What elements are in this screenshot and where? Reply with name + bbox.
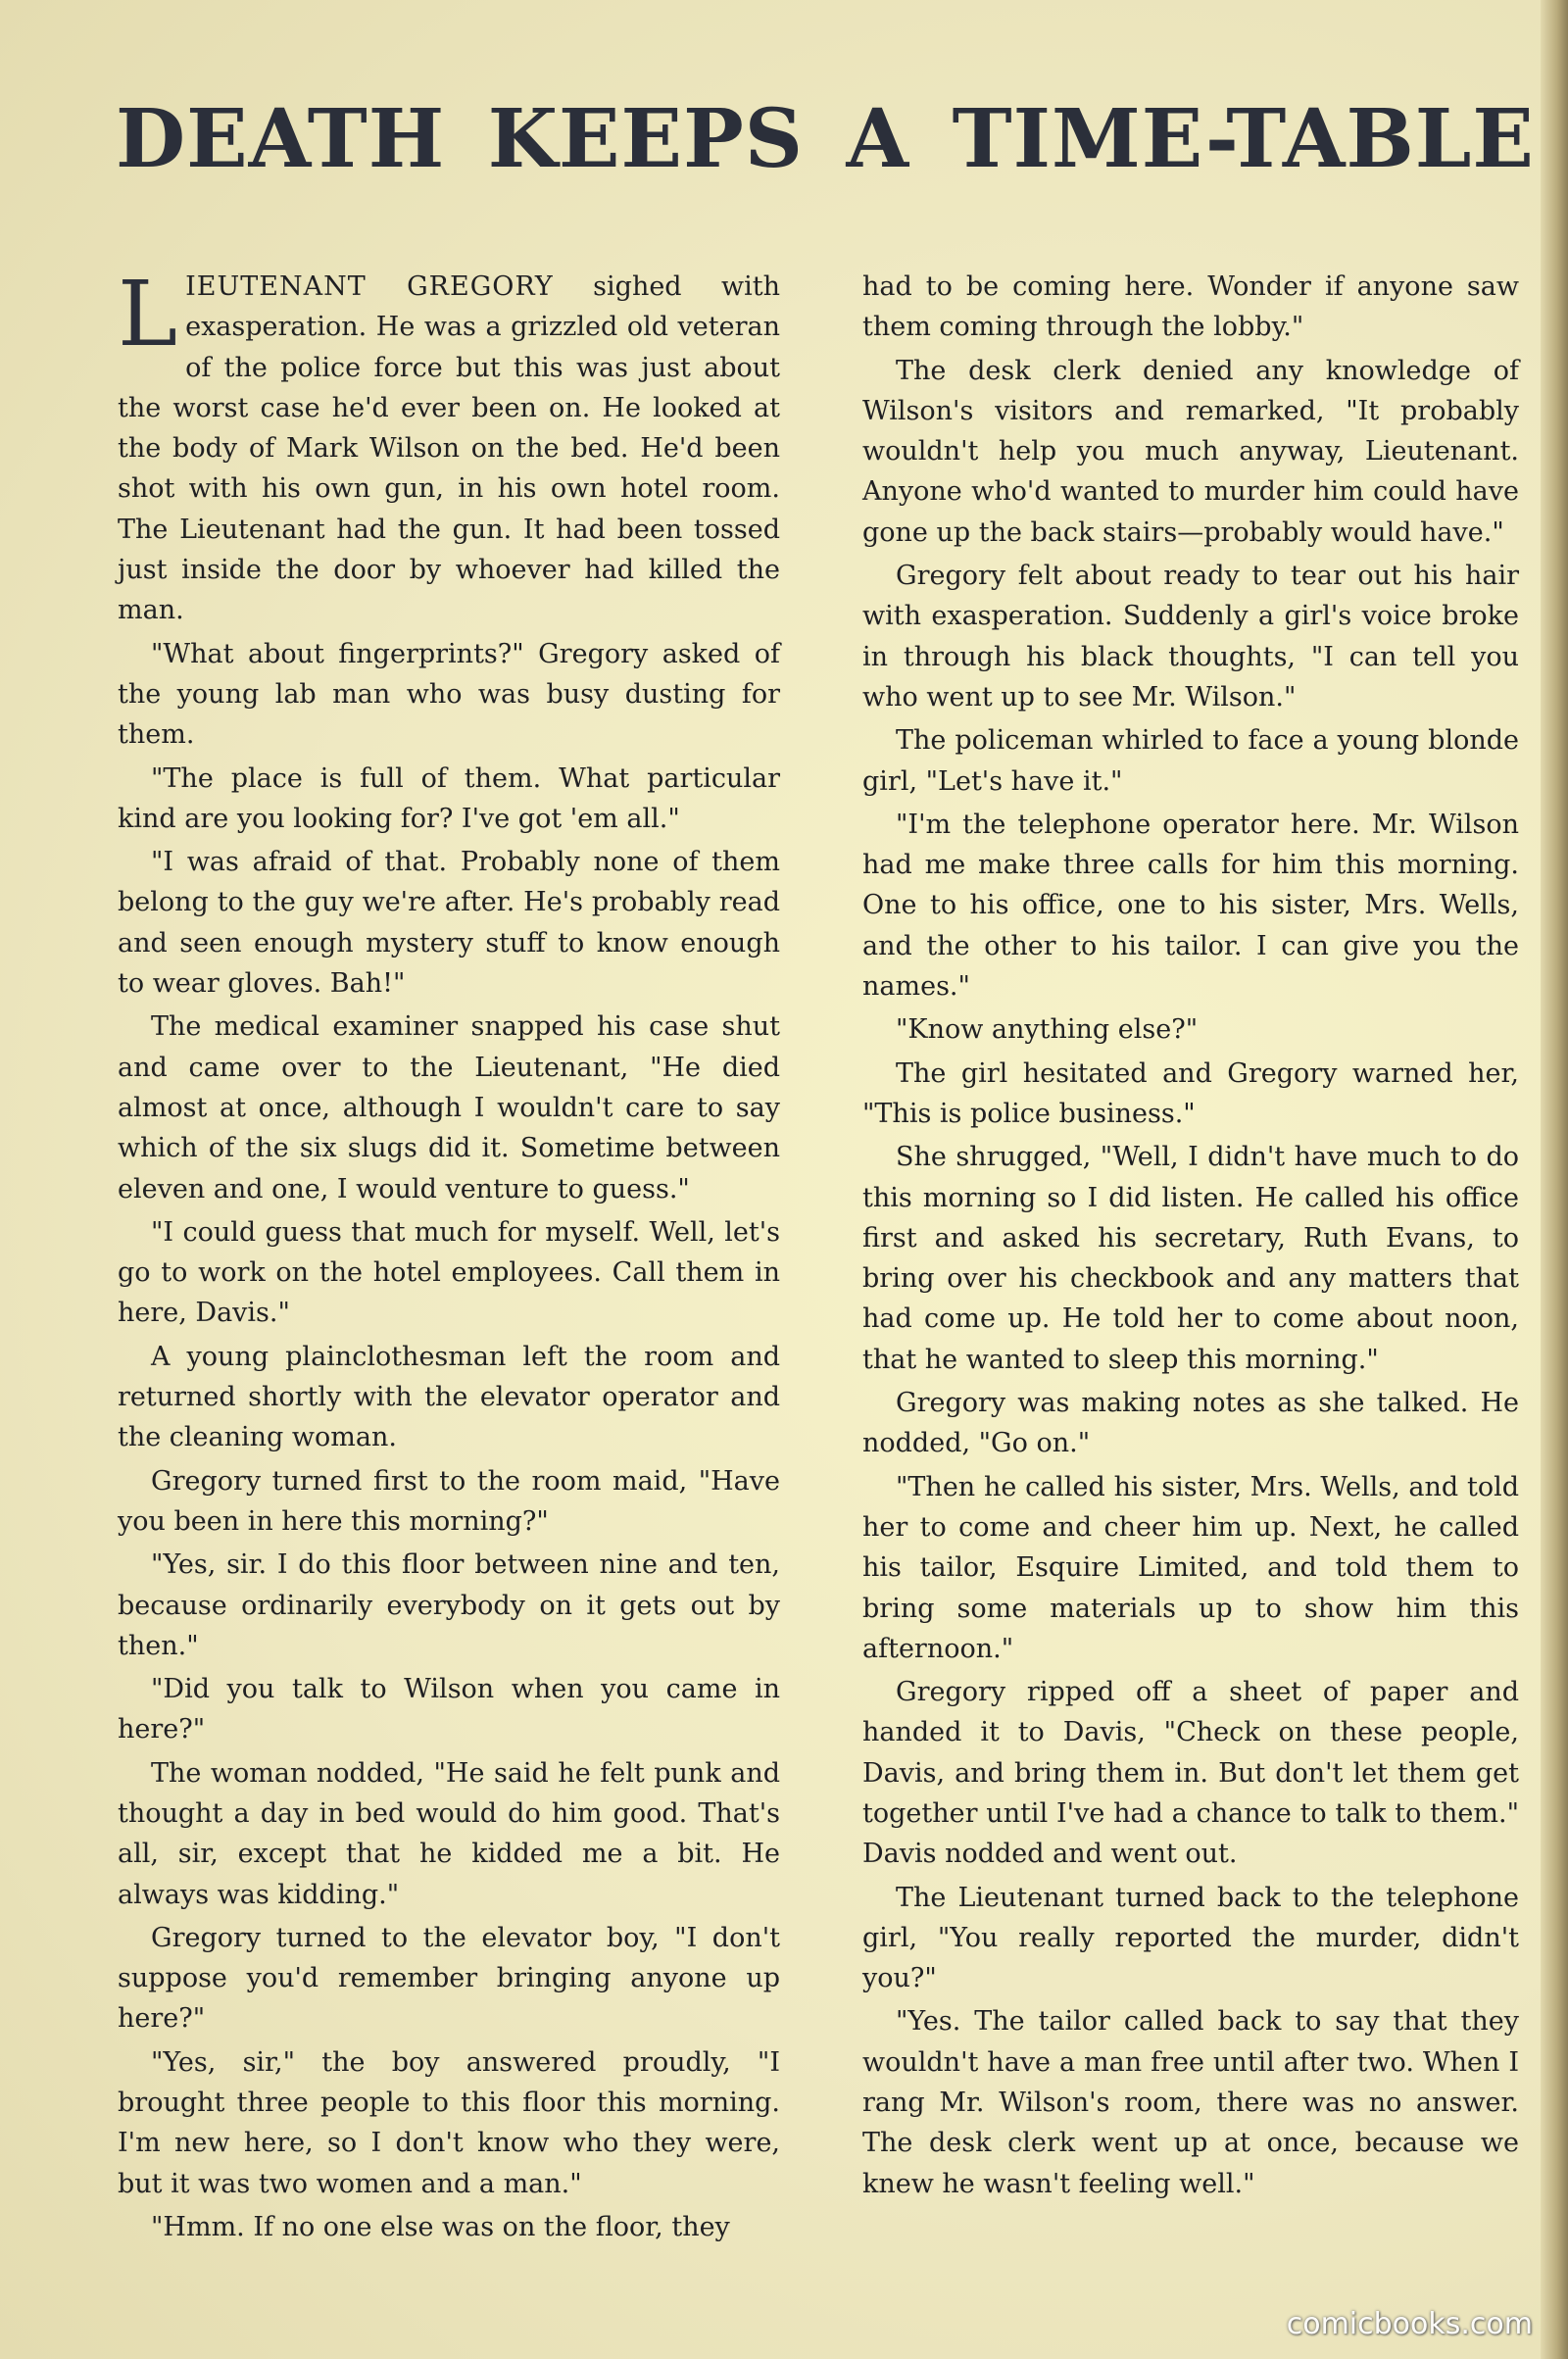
- paragraph: "The place is full of them. What particular kind are you looking for? I've got 'em all.": [118, 762, 780, 834]
- page-spine-shadow: [1541, 0, 1568, 2359]
- paragraph: She shrugged, "Well, I didn't have much to do this morning so I did listen. He called his office first and asked his secretary, Ruth Evans, to bring over his checkbook and any matters that had come up. He told her to come about noon, that he wanted to sleep this morning.": [862, 1142, 1519, 1375]
- paragraph: "What about fingerprints?" Gregory asked of the young lab man who was busy dusting for them.: [118, 638, 780, 751]
- paragraph: Gregory turned first to the room maid, "Have you been in here this morning?": [118, 1465, 780, 1537]
- paragraph: Gregory was making notes as she talked. He nodded, "Go on.": [862, 1388, 1519, 1459]
- paragraph: "I could guess that much for myself. Well, let's go to work on the hotel employees. Call them in here, Davis.": [118, 1216, 780, 1329]
- paragraph: "I was afraid of that. Probably none of them belong to the guy we're after. He's probably read and seen enough mystery stuff to know enough to wear gloves. Bah!": [118, 847, 780, 1000]
- story-title: DEATH KEEPS A TIME-TABLE: [116, 92, 1535, 186]
- paragraph: "Yes, sir," the boy answered proudly, "I brought three people to this floor this morning. I'm new here, so I don't know who they were, but it was two women and a man.": [118, 2046, 780, 2199]
- paragraph: The medical examiner snapped his case shut and came over to the Lieutenant, "He died almost at once, although I wouldn't care to say which of the six slugs did it. Sometime between eleven and one, I would venture to guess.": [118, 1011, 780, 1204]
- paragraph: "Then he called his sister, Mrs. Wells, and told her to come and cheer him up. Next, he called his tailor, Esquire Limited, and told them to bring some materials up to show him this afternoon.": [862, 1471, 1519, 1664]
- paragraph: "Yes, sir. I do this floor between nine and ten, because ordinarily everybody on it gets out by then.": [118, 1549, 780, 1661]
- paragraph: The girl hesitated and Gregory warned her, "This is police business.": [862, 1057, 1519, 1129]
- site-watermark: comicbooks.com: [1286, 2307, 1533, 2341]
- paragraph: The desk clerk denied any knowledge of Wilson's visitors and remarked, "It probably wouldn't help you much anyway, Lieutenant. Anyone who'd wanted to murder him could have gone up the back stairs—probably would have.": [862, 355, 1519, 548]
- paragraph: Gregory ripped off a sheet of paper and handed it to Davis, "Check on these people, Davis, and bring them in. But don't let them get together until I've had a chance to talk to them." Davis nodded and went out.: [862, 1677, 1519, 1870]
- paragraph: A young plainclothesman left the room and returned shortly with the elevator operator and the cleaning woman.: [118, 1341, 780, 1453]
- drop-cap: L: [118, 262, 178, 367]
- paragraph: "Know anything else?": [896, 1014, 1199, 1046]
- paragraph-text: sighed with exasperation. He was a grizzled old veteran of the police force but this was just about the worst case he'd ever been on. He looked at the body of Mark Wilson on the bed. He'd been shot with his own gun, in his own hotel room. The Lieutenant had the gun. It had been tossed just inside the door by whoever had killed the man.: [118, 271, 780, 626]
- paragraph: The policeman whirled to face a young blonde girl, "Let's have it.": [862, 725, 1519, 797]
- opening-paragraph: [118, 262, 780, 631]
- opening-caps: IEUTENANT GREGORY: [185, 271, 554, 302]
- paragraph: Gregory felt about ready to tear out his hair with exasperation. Suddenly a girl's voice broke in through his black thoughts, "I can tell you who went up to see Mr. Wilson.": [862, 561, 1519, 713]
- paragraph: "Yes. The tailor called back to say that they wouldn't have a man free until after two. When I rang Mr. Wilson's room, there was no answer. The desk clerk went up at once, because we knew he wasn't feeling well.": [862, 2006, 1519, 2199]
- paragraph: The woman nodded, "He said he felt punk and thought a day in bed would do him good. That's all, sir, except that he kidded me a bit. He always was kidding.": [118, 1757, 780, 1910]
- paragraph: "I'm the telephone operator here. Mr. Wilson had me make three calls for him this morning. One to his office, one to his sister, Mrs. Wells, and the other to his tailor. I can give you the names.": [862, 809, 1519, 1003]
- right-column: [862, 267, 1519, 2207]
- paragraph: "Hmm. If no one else was on the floor, they: [151, 2211, 730, 2242]
- paragraph: Gregory turned to the elevator boy, "I don't suppose you'd remember bringing anyone up here?": [118, 1922, 780, 2035]
- paragraph-continued: had to be coming here. Wonder if anyone saw them coming through the lobby.": [862, 271, 1519, 343]
- paragraph: "Did you talk to Wilson when you came in here?": [118, 1674, 780, 1745]
- left-column: [118, 262, 780, 2250]
- paragraph: The Lieutenant turned back to the telephone girl, "You really reported the murder, didn't you?": [862, 1882, 1519, 1994]
